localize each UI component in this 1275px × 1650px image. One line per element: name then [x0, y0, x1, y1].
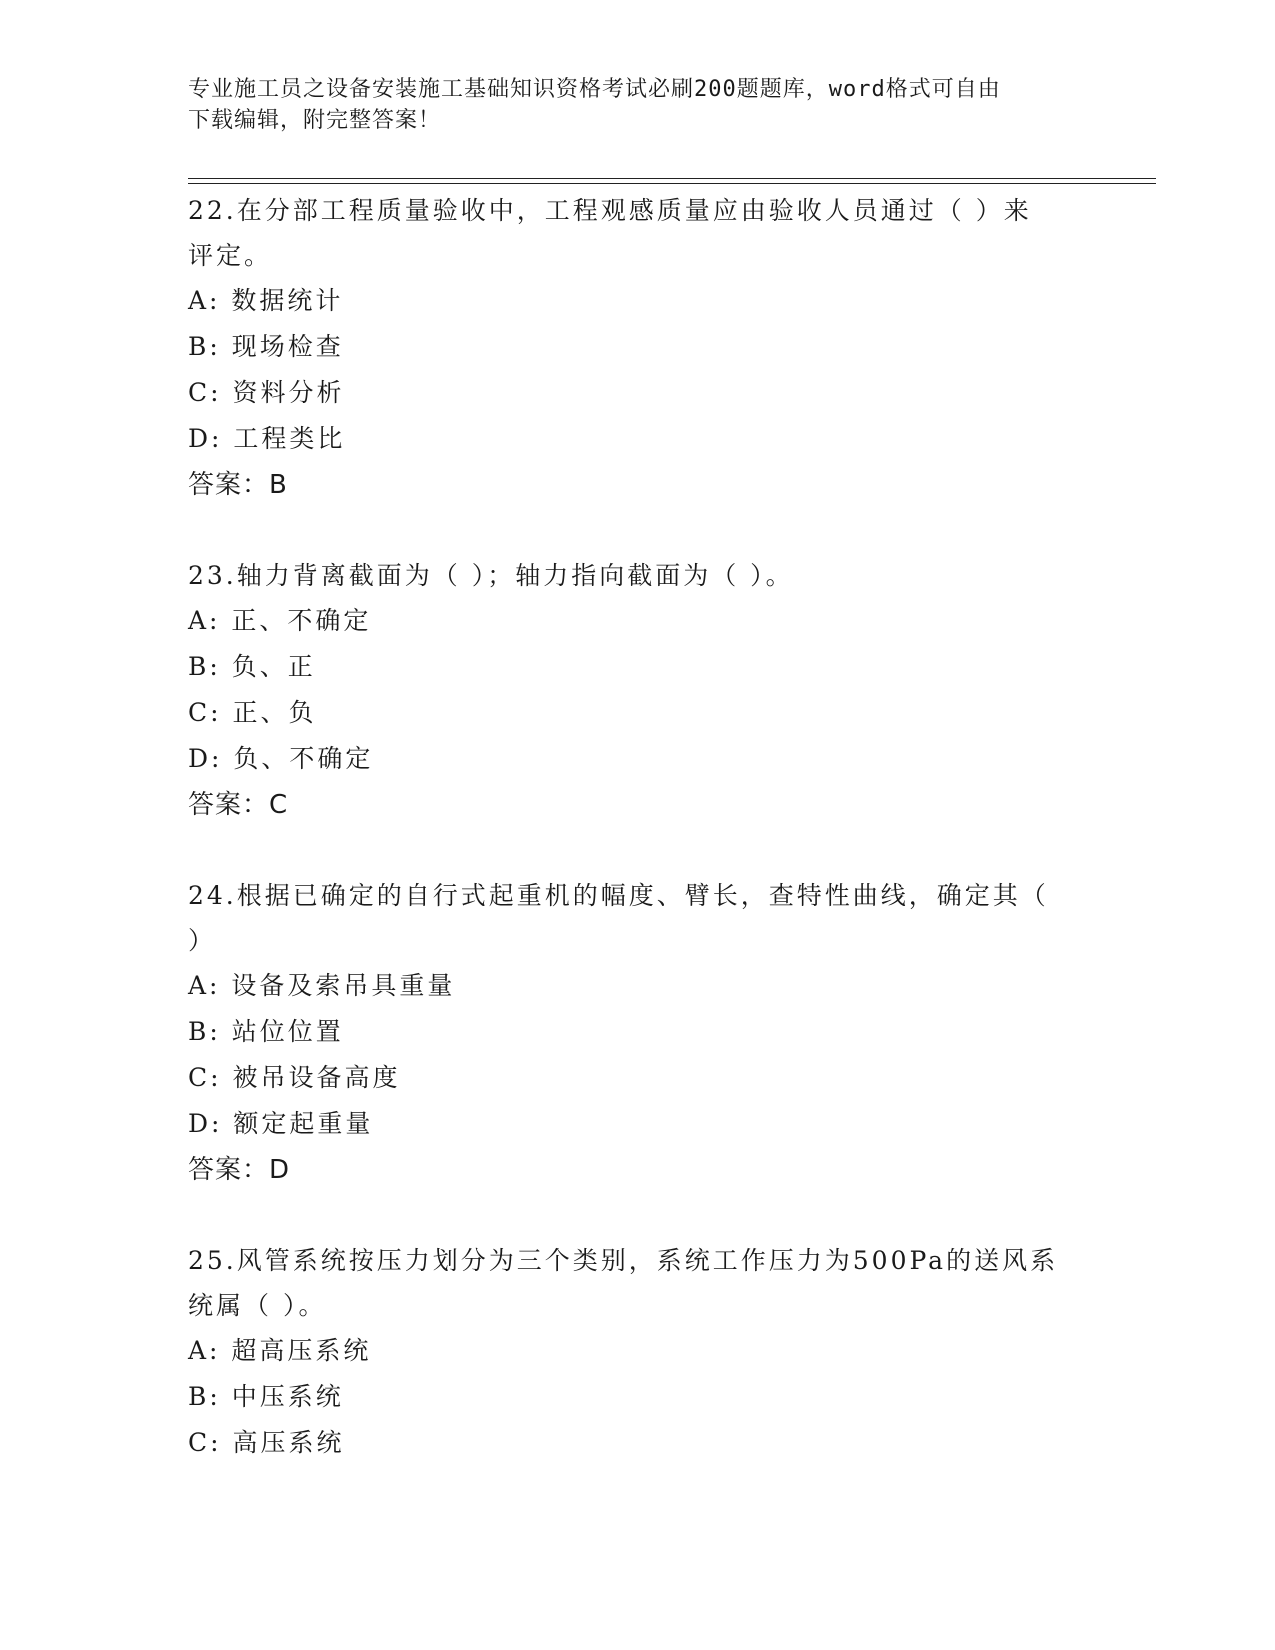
option-d: D: 工程类比	[188, 424, 346, 453]
option-a: A: 超高压系统	[188, 1336, 372, 1365]
question-stem-line: 25.风管系统按压力划分为三个类别，系统工作压力为500Pa的送风系	[188, 1246, 1059, 1275]
option-c: C: 高压系统	[188, 1428, 345, 1457]
option-c: C: 正、负	[188, 698, 317, 727]
option-c: C: 资料分析	[188, 378, 345, 407]
option-a: A: 正、不确定	[188, 606, 372, 635]
header-line-1: 专业施工员之设备安装施工基础知识资格考试必刷200题题库，word格式可自由	[188, 77, 1001, 102]
answer-line: 答案：D	[188, 1155, 291, 1185]
header-divider-top	[188, 178, 1156, 179]
question-stem-line: 24.根据已确定的自行式起重机的幅度、臂长，查特性曲线，确定其（	[188, 881, 1049, 910]
question-24	[188, 873, 1088, 1193]
question-23	[188, 553, 1088, 828]
question-stem-line: 22.在分部工程质量验收中，工程观感质量应由验收人员通过（ ）来	[188, 196, 1032, 225]
option-a: A: 设备及索吊具重量	[188, 971, 456, 1000]
question-stem-line: 23.轴力背离截面为（ ）；轴力指向截面为（ ）。	[188, 561, 794, 590]
option-b: B: 负、正	[188, 652, 316, 681]
option-b: B: 中压系统	[188, 1382, 344, 1411]
option-d: D: 负、不确定	[188, 744, 374, 773]
question-stem-line: ）	[188, 926, 217, 955]
answer-line: 答案：C	[188, 790, 289, 820]
question-stem-line: 评定。	[188, 241, 273, 270]
option-a: A: 数据统计	[188, 286, 344, 315]
document-header	[188, 74, 1068, 136]
question-25	[188, 1238, 1088, 1466]
answer-line: 答案：B	[188, 470, 288, 500]
option-b: B: 站位位置	[188, 1017, 344, 1046]
option-d: D: 额定起重量	[188, 1109, 374, 1138]
header-divider-bottom	[188, 183, 1156, 184]
question-22	[188, 188, 1088, 508]
option-b: B: 现场检查	[188, 332, 344, 361]
option-c: C: 被吊设备高度	[188, 1063, 401, 1092]
header-line-2: 下载编辑，附完整答案！	[188, 108, 442, 133]
question-stem-line: 统属（ ）。	[188, 1291, 327, 1320]
